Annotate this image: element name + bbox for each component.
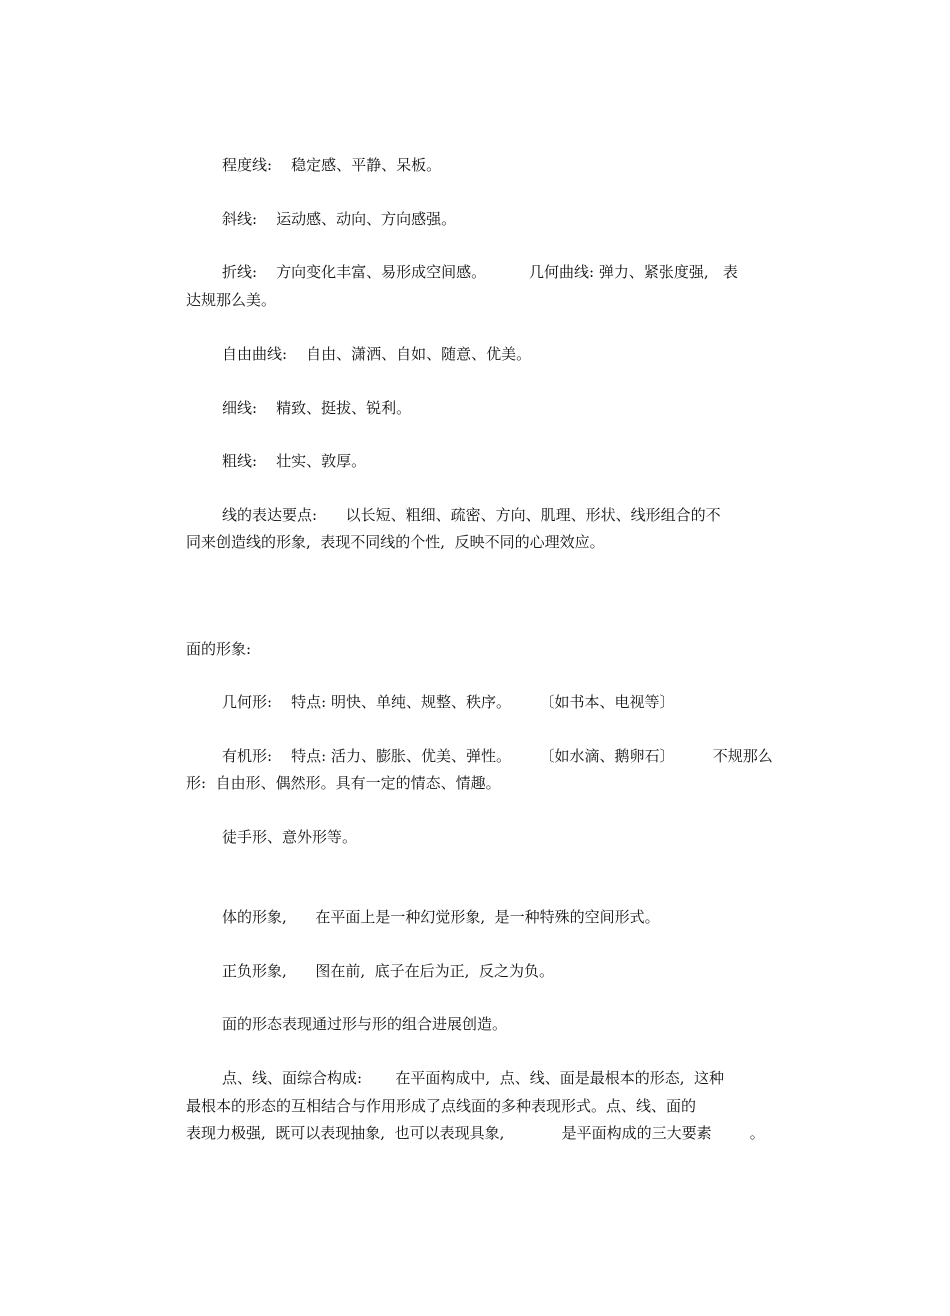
text-line: 斜线: 运动感、动向、方向感强。 [222, 210, 457, 228]
text-line: 有机形: 特点: 活力、膨胀、优美、弹性。 〔如水滴、鹅卵石〕 不规那么 [222, 747, 773, 765]
text-line: 同来创造线的形象, 表现不同线的个性, 反映不同的心理效应。 [186, 533, 605, 551]
text-line: 折线: 方向变化丰富、易形成空间感。 几何曲线: 弹力、紧张度强, 表 [222, 263, 738, 281]
text-line: 线的表达要点: 以长短、粗细、疏密、方向、肌理、形状、线形组合的不 [222, 506, 721, 524]
text-line: 几何形: 特点: 明快、单纯、规整、秩序。 〔如书本、电视等〕 [222, 693, 675, 711]
text-line: 面的形态表现通过形与形的组合进展创造。 [222, 1015, 508, 1033]
text-line: 点、线、面综合构成: 在平面构成中, 点、线、面是最根本的形态, 这种 [222, 1069, 725, 1087]
text-line: 自由曲线: 自由、潇洒、自如、随意、优美。 [222, 345, 532, 363]
text-line: 细线: 精致、挺拔、锐利。 [222, 399, 412, 417]
text-line: 正负形象, 图在前, 底子在后为正, 反之为负。 [222, 962, 554, 980]
text-line: 程度线: 稳定感、平静、呆板。 [222, 156, 442, 174]
text-line: 徒手形、意外形等。 [222, 828, 358, 846]
section-heading: 面的形象: [186, 640, 252, 658]
text-line: 最根本的形态的互相结合与作用形成了点线面的多种表现形式。点、线、面的 [186, 1097, 697, 1115]
text-line: 表现力极强, 既可以表现抽象, 也可以表现具象, 是平面构成的三大要素 。 [186, 1124, 765, 1142]
text-line: 粗线: 壮实、敦厚。 [222, 452, 367, 470]
text-line: 形: 自由形、偶然形。具有一定的情态、情趣。 [186, 774, 501, 792]
text-line: 体的形象, 在平面上是一种幻觉形象, 是一种特殊的空间形式。 [222, 908, 660, 926]
text-line: 达规那么美。 [186, 291, 277, 309]
